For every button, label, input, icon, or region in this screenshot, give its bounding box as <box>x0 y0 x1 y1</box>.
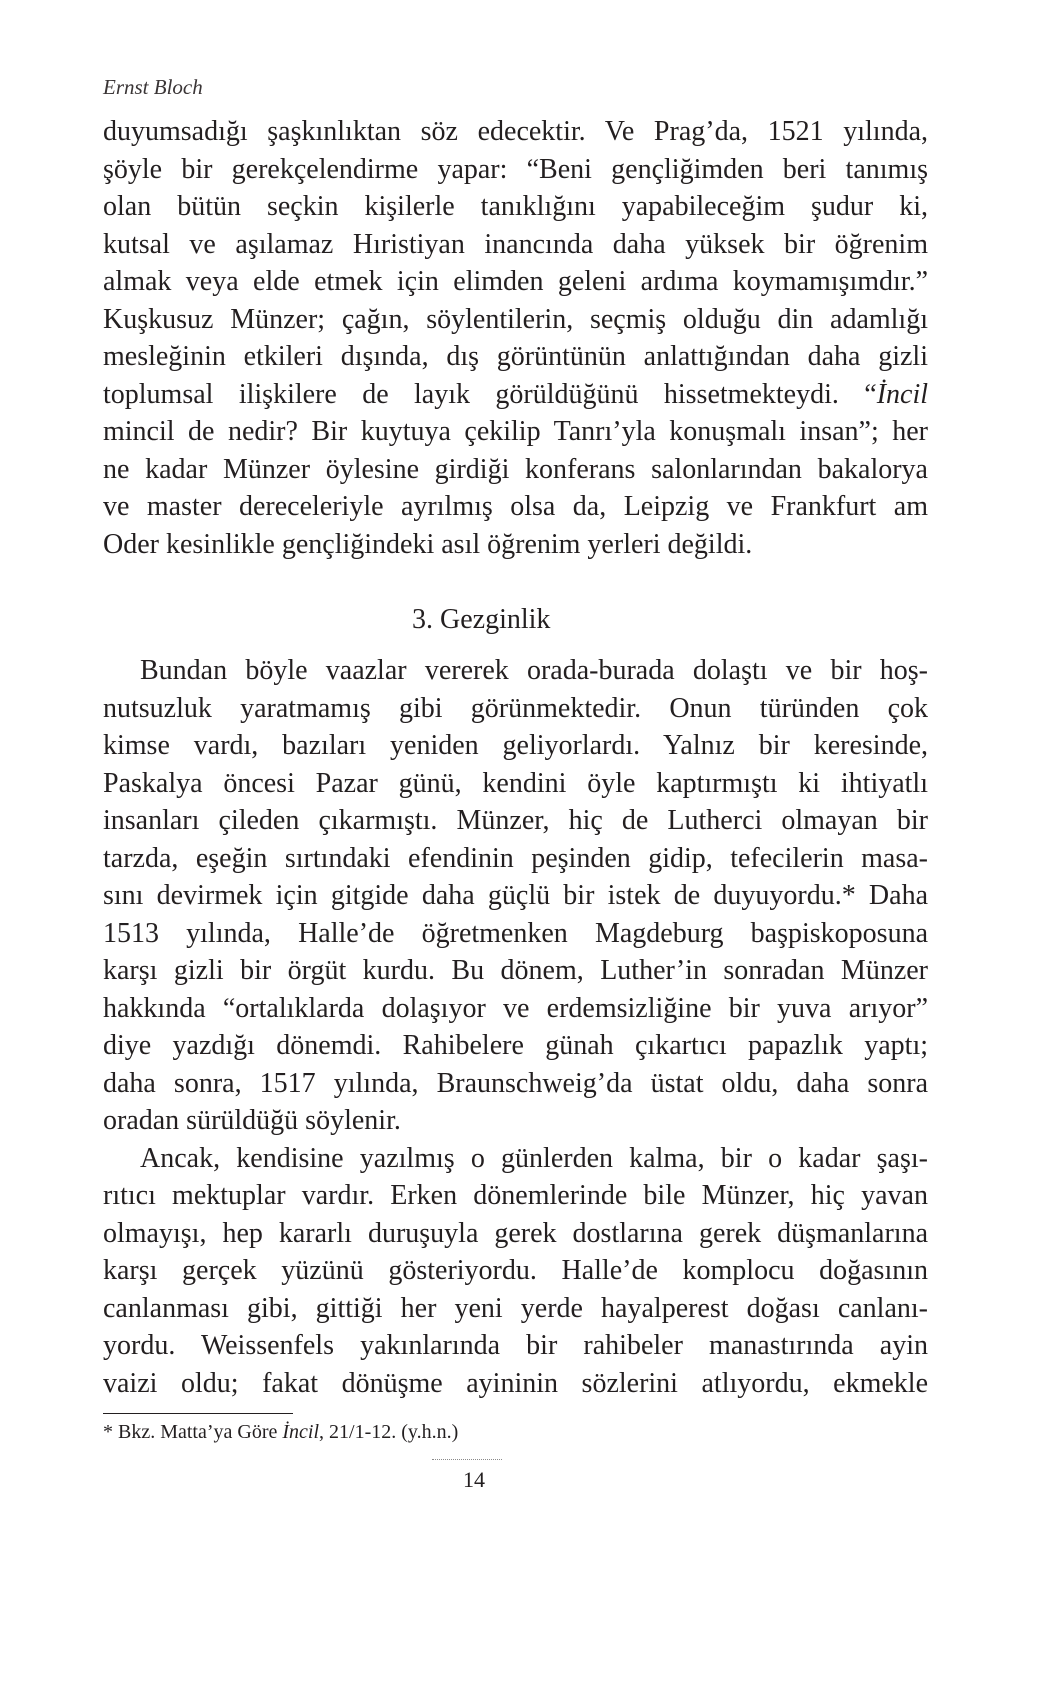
text-line: karşı gizli bir örgüt kurdu. Bu dönem, Luther’in sonradan Münzer <box>103 955 928 986</box>
text-line: karşı gerçek yüzünü gösteriyordu. Halle’de komplocu doğasının <box>103 1255 928 1286</box>
text-line: yordu. Weissenfels yakınlarında bir rahibeler manastırında ayin <box>103 1330 928 1361</box>
text-line: Kuşkusuz Münzer; çağın, söylentilerin, seçmiş olduğu din adamlığı <box>103 303 928 335</box>
paragraph <box>103 113 928 563</box>
text-line: ve master dereceleriyle ayrılmış olsa da, Leipzig ve Frankfurt am <box>103 491 928 522</box>
text-line: şöyle bir gerekçelendirme yapar: “Beni gençliğimden beri tanımış <box>103 153 928 185</box>
text-line: duyumsadığı şaşkınlıktan söz edecektir. Ve Prag’da, 1521 yılında, <box>103 116 928 147</box>
paragraph <box>103 652 928 1140</box>
text-line: tarzda, eşeğin sırtındaki efendinin peşinden gidip, tefecilerin masa- <box>103 842 928 874</box>
text-line: rıtıcı mektuplar vardır. Erken dönemlerinde bile Münzer, hiç yavan <box>103 1180 928 1211</box>
text-line: sını devirmek için gitgide daha güçlü bir istek de duyuyordu.* Daha <box>103 880 928 911</box>
text-line: mesleğinin etkileri dışında, dış görüntünün anlattığından daha gizli <box>103 341 928 372</box>
text-line: almak veya elde etmek için elimden geleni ardıma koymamışımdır.” <box>103 266 928 297</box>
running-title: Ernst Bloch <box>103 75 203 99</box>
text-line: kimse vardı, bazıları yeniden geliyorlardı. Yalnız bir keresinde, <box>103 730 928 761</box>
text-line: olmayışı, hep kararlı duruşuyla gerek dostlarına gerek düşmanlarına <box>103 1217 928 1249</box>
line-text: toplumsal ilişkilere de layık görüldüğünü hissetmekteydi. “ <box>103 378 877 410</box>
text-line: Oder kesinlikle gençliğindeki asıl öğrenim yerleri değildi. <box>103 528 753 560</box>
text-line: Paskalya öncesi Pazar günü, kendini öyle kaptırmıştı ki ihtiyatlı <box>103 767 928 799</box>
text-line: insanları çileden çıkarmıştı. Münzer, hiç de Lutherci olmayan bir <box>103 805 928 836</box>
page-number-rule <box>432 1459 502 1460</box>
text-line: vaizi oldu; fakat dönüşme ayininin sözlerini atlıyordu, ekmekle <box>103 1367 928 1399</box>
text-line: Ancak, kendisine yazılmış o günlerden kalma, bir o kadar şaşı- <box>140 1142 928 1174</box>
text-line: canlanması gibi, gittiği her yeni yerde hayalperest doğası canlanı- <box>103 1292 928 1324</box>
text-line: nutsuzluk yaratmamış gibi görünmektedir. Onun türünden çok <box>103 692 928 724</box>
text-line: daha sonra, 1517 yılında, Braunschweig’da üstat oldu, daha sonra <box>103 1067 928 1099</box>
text-line: olan bütün seçkin kişilerle tanıklığını yapabileceğim şudur ki, <box>103 191 928 222</box>
section-heading: 3. Gezginlik <box>412 604 551 635</box>
text-line: oradan sürüldüğü söylenir. <box>103 1105 401 1136</box>
text-line: mincil de nedir? Bir kuytuya çekilip Tanrı’yla konuşmalı insan”; her <box>103 416 928 447</box>
text-line: 1513 yılında, Halle’de öğretmenken Magdeburg başpiskoposuna <box>103 917 928 949</box>
footnote-text: * Bkz. Matta’ya Göre <box>103 1421 278 1443</box>
paragraph-group <box>103 652 928 1402</box>
text-line: diye yazdığı dönemdi. Rahibelere günah çıkartıcı papazlık yaptı; <box>103 1030 928 1061</box>
text-line: hakkında “ortalıklarda dolaşıyor ve erdemsizliğine bir yuva arıyor” <box>103 992 928 1024</box>
footnote-italic-title: İncil <box>282 1421 320 1443</box>
text-line <box>103 376 928 414</box>
text-line: Bundan böyle vaazlar vererek orada-burada dolaştı ve bir hoş- <box>140 655 928 686</box>
text-line: ne kadar Münzer öylesine girdiği konferans salonlarından bakalorya <box>103 453 928 485</box>
footnote <box>103 1419 458 1445</box>
italic-title: İncil <box>876 378 928 410</box>
page-number: 14 <box>463 1467 485 1492</box>
paragraph <box>103 1140 928 1403</box>
footnote-rule <box>103 1413 293 1414</box>
text-line: kutsal ve aşılamaz Hıristiyan inancında daha yüksek bir öğrenim <box>103 228 928 260</box>
footnote-reference: , 21/1-12. (y.h.n.) <box>319 1421 459 1443</box>
